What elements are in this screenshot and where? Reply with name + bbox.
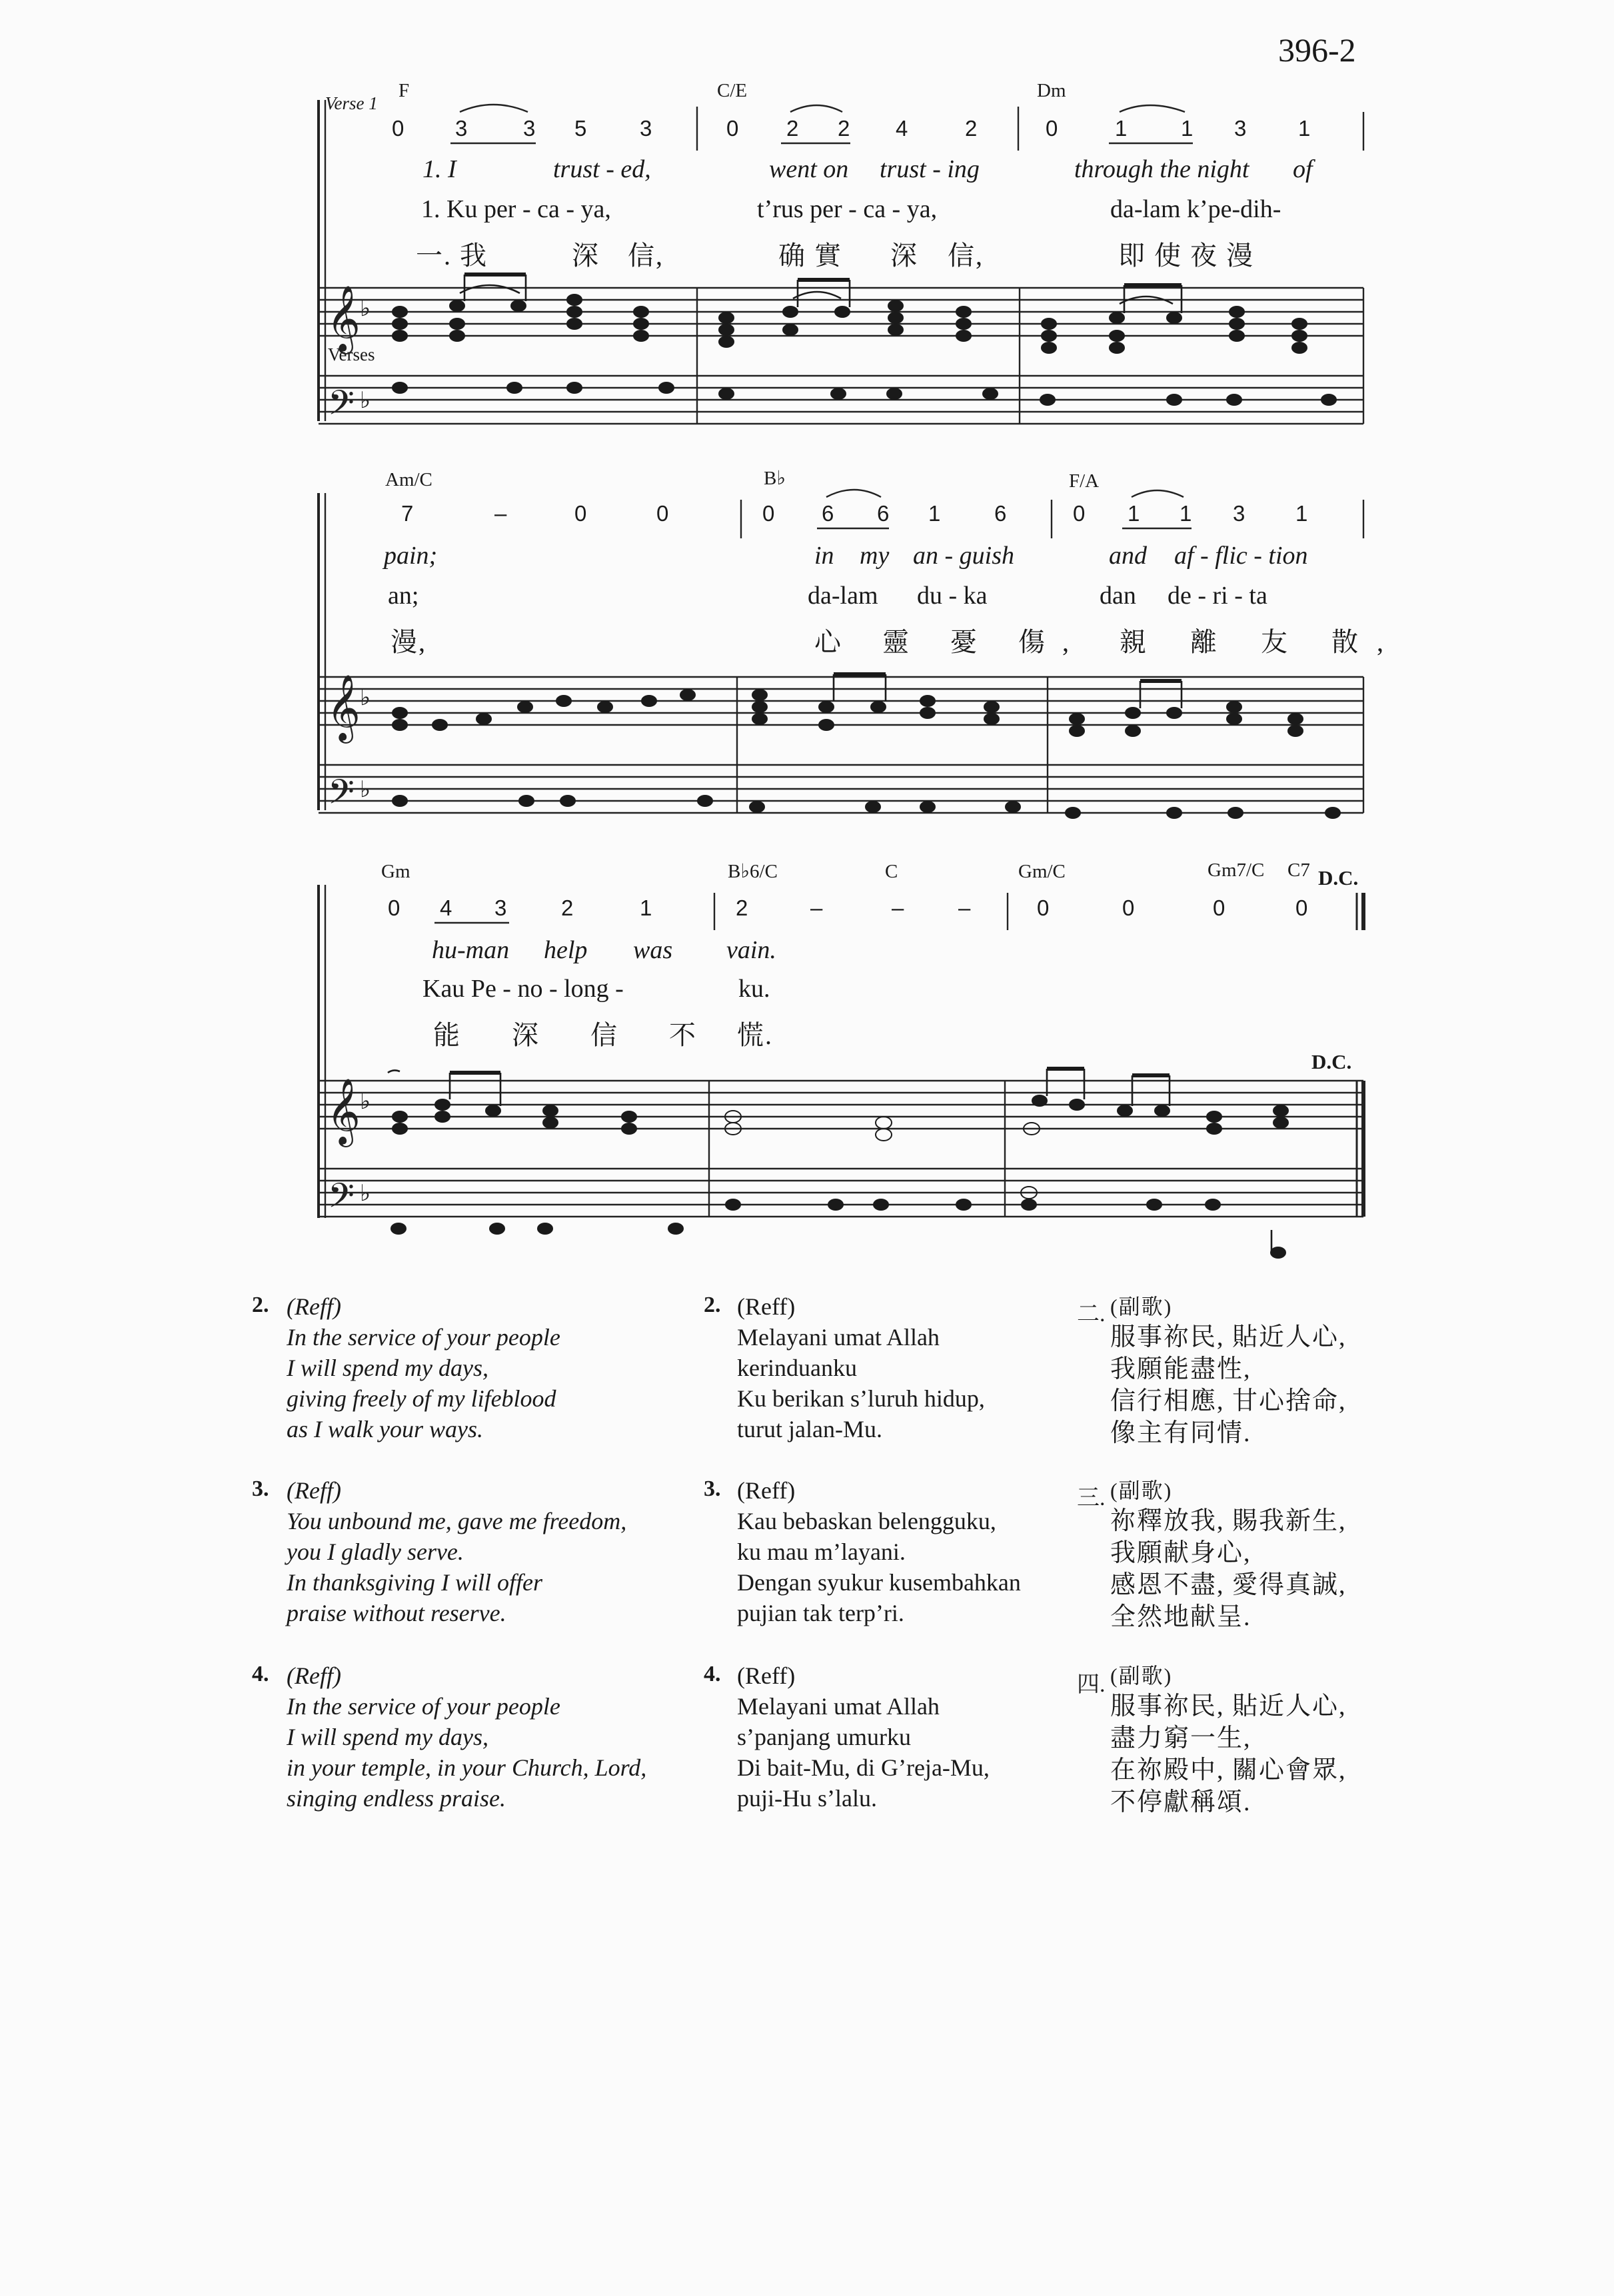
verse-line: In the service of your people (287, 1693, 560, 1720)
lyric-en: my (860, 542, 890, 570)
jianpu-note: 3 (494, 895, 507, 920)
jianpu-note: 6 (877, 501, 890, 526)
lyric-zh: 信, (628, 241, 664, 271)
verse-line: 全然地献呈. (1110, 1603, 1251, 1631)
lyric-en: in (814, 542, 834, 570)
lyric-zh: 确 實 (778, 241, 842, 271)
jianpu-note: 0 (1122, 895, 1135, 920)
verse-line: 在祢殿中, 關心會眾, (1110, 1756, 1347, 1784)
jianpu-note: 3 (640, 116, 652, 141)
lyric-id: da-lam k’pe-dih- (1110, 195, 1281, 223)
verse-line: s’panjang umurku (737, 1724, 911, 1750)
verse-line: In the service of your people (287, 1324, 560, 1351)
verse-line: (Reff) (737, 1662, 796, 1689)
lyric-en: trust - ing (880, 155, 980, 183)
jianpu-note: 6 (822, 501, 834, 526)
jianpu-note: 2 (786, 116, 799, 141)
lyric-en: 1. I (422, 155, 456, 183)
jianpu-note: 0 (1037, 895, 1050, 920)
jianpu-note: – (810, 895, 823, 920)
jianpu-note: 1 (928, 501, 941, 526)
jianpu-note: 0 (1073, 501, 1086, 526)
chord: Gm (381, 861, 410, 882)
page-number: 396-2 (1278, 31, 1356, 69)
lyric-zh: 深 (572, 241, 600, 271)
lyric-zh: 信, (948, 241, 984, 271)
chord: Dm (1037, 80, 1066, 101)
treble-staff-2 (319, 677, 1363, 725)
jianpu-note: 1 (640, 895, 652, 920)
lyric-zh: 一. 我 (416, 241, 488, 271)
bass-clef-icon: 𝄢 (328, 382, 355, 431)
treble-staff-3 (319, 1081, 1363, 1129)
jianpu-note: 1 (1180, 501, 1192, 526)
verse-line: turut jalan-Mu. (737, 1416, 882, 1442)
lyric-id: ku. (738, 975, 770, 1003)
verse-line: I will spend my days, (287, 1355, 488, 1381)
lyric-zh: 深 (890, 241, 918, 271)
lyric-zh: 能 深 信 不 (433, 1020, 718, 1050)
jianpu-note: 2 (736, 895, 748, 920)
verse-line: Ku berikan s’luruh hidup, (737, 1385, 985, 1412)
verse-line: giving freely of my lifeblood (287, 1385, 556, 1412)
lyric-id: de - ri - ta (1168, 582, 1267, 610)
jianpu-note: 0 (656, 501, 669, 526)
verse-line: Melayani umat Allah (737, 1324, 940, 1351)
jianpu-note: 3 (1233, 501, 1245, 526)
treble-notes-3 (393, 1095, 1288, 1141)
jianpu-note: 2 (838, 116, 850, 141)
verse-line: kerinduanku (737, 1355, 857, 1381)
jianpu-note: 0 (1046, 116, 1058, 141)
verse-number: 2. (252, 1293, 269, 1317)
verse-line: Dengan syukur kusembahkan (737, 1569, 1021, 1596)
verse-line: (Reff) (737, 1477, 796, 1504)
verse-line: in your temple, in your Church, Lord, (287, 1754, 647, 1781)
lyric-zh: 親 離 友 散, (1120, 627, 1402, 657)
chord: Gm/C (1018, 861, 1066, 882)
verse-line: praise without reserve. (287, 1600, 506, 1626)
verse-number: 四. (1077, 1672, 1106, 1697)
jianpu-note: 2 (561, 895, 574, 920)
jianpu-note: 0 (388, 895, 401, 920)
verse-line: 祢釋放我, 賜我新生, (1110, 1507, 1347, 1535)
verse-number: 4. (252, 1662, 269, 1686)
verse-line: 我願献身心, (1110, 1539, 1251, 1567)
verse-line: you I gladly serve. (287, 1538, 464, 1565)
verse-line: (副歌) (1110, 1664, 1173, 1688)
treble-clef-icon: 𝄞 (327, 674, 361, 741)
lyric-en: trust - ed, (553, 155, 651, 183)
jianpu-note: 1 (1295, 501, 1308, 526)
chord: Gm7/C (1208, 860, 1265, 881)
verse-line: (副歌) (1110, 1478, 1173, 1502)
chord: C (885, 861, 898, 882)
lyric-en: was (633, 936, 673, 964)
verse-line: 服事祢民, 貼近人心, (1110, 1323, 1347, 1351)
verse-line: 不停獻稱頌. (1110, 1788, 1251, 1816)
lyric-zh: 漫, (391, 627, 426, 657)
verse-line: 信行相應, 甘心捨命, (1110, 1387, 1347, 1415)
chord: C/E (717, 80, 748, 101)
chord: Am/C (385, 469, 432, 490)
lyric-zh: 慌. (737, 1020, 773, 1050)
verse-line: I will spend my days, (287, 1724, 488, 1750)
jianpu-note: 0 (726, 116, 739, 141)
jianpu-note: – (958, 895, 971, 920)
flat-icon: ♭ (360, 387, 371, 414)
jianpu-note: 1 (1181, 116, 1194, 141)
verse-number: 二. (1077, 1302, 1106, 1327)
bass-clef-icon: 𝄢 (328, 772, 355, 820)
verse-number: 4. (704, 1662, 721, 1686)
treble-clef-icon: 𝄞 (327, 285, 361, 352)
jianpu-note: 0 (762, 501, 775, 526)
lyric-id: Kau Pe - no - long - (422, 975, 624, 1003)
lyric-en: vain. (726, 936, 776, 964)
verse-line: as I walk your ways. (287, 1416, 483, 1442)
lyric-en: help (544, 936, 588, 964)
chord: C7 (1287, 860, 1310, 881)
verse-label: Verse 1 (325, 93, 378, 113)
verse-line: puji-Hu s’lalu. (737, 1785, 877, 1812)
verse-line: (Reff) (287, 1293, 341, 1320)
bass-notes-2 (393, 796, 1340, 818)
verse-line: Melayani umat Allah (737, 1693, 940, 1720)
dc-mark-staff: D.C. (1311, 1050, 1352, 1073)
bass-staff-1 (319, 376, 1363, 424)
jianpu-note: 6 (994, 501, 1007, 526)
verse-number: 2. (704, 1293, 721, 1317)
jianpu-note: 1 (1128, 501, 1140, 526)
chord: B♭ (764, 468, 786, 489)
verse-line: 感恩不盡, 愛得真誠, (1110, 1571, 1347, 1599)
verse-line: pujian tak terp’ri. (737, 1600, 904, 1626)
lyric-en: hu-man (432, 936, 510, 964)
jianpu-note: 4 (896, 116, 908, 141)
jianpu-note: 3 (455, 116, 468, 141)
verse-number: 3. (704, 1476, 721, 1501)
jianpu-note: 1 (1298, 116, 1311, 141)
lyric-zh: 心 靈 憂 傷, (814, 627, 1086, 657)
jianpu-note: 5 (574, 116, 587, 141)
lyric-id: du - ka (917, 582, 988, 610)
verse-line: singing endless praise. (287, 1785, 506, 1812)
jianpu-note: 0 (392, 116, 404, 141)
verse-line: (副歌) (1110, 1295, 1173, 1319)
verse-line: In thanksgiving I will offer (287, 1569, 542, 1596)
jianpu-note: 1 (1115, 116, 1128, 141)
lyric-id: da-lam (808, 582, 878, 610)
flat-icon: ♭ (360, 776, 371, 803)
chord: F/A (1069, 470, 1100, 492)
lyric-en: af - flic - tion (1174, 542, 1308, 570)
jianpu-note: – (892, 895, 904, 920)
verse-line: 服事祢民, 貼近人心, (1110, 1692, 1347, 1720)
verse-line: 像主有同情. (1110, 1419, 1251, 1447)
lyric-en: and (1109, 542, 1147, 570)
flat-icon: ♭ (360, 684, 371, 711)
verses-label: Verses (328, 344, 375, 364)
bass-notes-1 (393, 382, 1336, 405)
verse-line: Kau bebaskan belengguku, (737, 1508, 996, 1534)
lyric-en: through the night (1074, 155, 1249, 183)
lyric-zh: 即 使 夜 漫 (1118, 241, 1254, 271)
jianpu-note: 3 (1234, 116, 1247, 141)
verse-line: (Reff) (737, 1293, 796, 1320)
flat-icon: ♭ (360, 1088, 371, 1115)
flat-icon: ♭ (360, 295, 371, 322)
bass-notes-3 (391, 1187, 1285, 1258)
verse-line: 我願能盡性, (1110, 1355, 1251, 1383)
verse-line: Di bait-Mu, di G’reja-Mu, (737, 1754, 990, 1781)
lyric-id: an; (388, 582, 419, 610)
lyric-en: an - guish (913, 542, 1014, 570)
chord: F (399, 80, 410, 101)
jianpu-note: 4 (440, 895, 452, 920)
jianpu-note: 2 (965, 116, 978, 141)
flat-icon: ♭ (360, 1180, 371, 1207)
jianpu-note: 0 (1213, 895, 1225, 920)
chord: B♭6/C (728, 861, 778, 882)
verse-line: ku mau m’layani. (737, 1538, 906, 1565)
verse-number: 三. (1077, 1486, 1106, 1510)
bass-staff-3 (319, 1169, 1363, 1217)
lyric-id: t’rus per - ca - ya, (757, 195, 938, 223)
jianpu-note: 3 (523, 116, 536, 141)
lyric-id: dan (1100, 582, 1136, 610)
lyric-en: pain; (384, 542, 438, 570)
lyric-en: of (1293, 155, 1313, 183)
verse-line: You unbound me, gave me freedom, (287, 1508, 627, 1534)
treble-clef-icon: 𝄞 (327, 1078, 361, 1145)
lyric-id: 1. Ku per - ca - ya, (421, 195, 611, 223)
verse-line: 盡力窮一生, (1110, 1724, 1251, 1752)
jianpu-note: 7 (401, 501, 414, 526)
verse-line: (Reff) (287, 1662, 341, 1689)
jianpu-note: – (494, 501, 507, 526)
bass-staff-2 (319, 765, 1363, 813)
verse-line: (Reff) (287, 1477, 341, 1504)
dc-mark: D.C. (1318, 866, 1359, 889)
jianpu-note: 0 (1295, 895, 1308, 920)
bass-clef-icon: 𝄢 (328, 1175, 355, 1224)
jianpu-note: 0 (574, 501, 587, 526)
lyric-en: went on (769, 155, 849, 183)
verse-number: 3. (252, 1476, 269, 1501)
